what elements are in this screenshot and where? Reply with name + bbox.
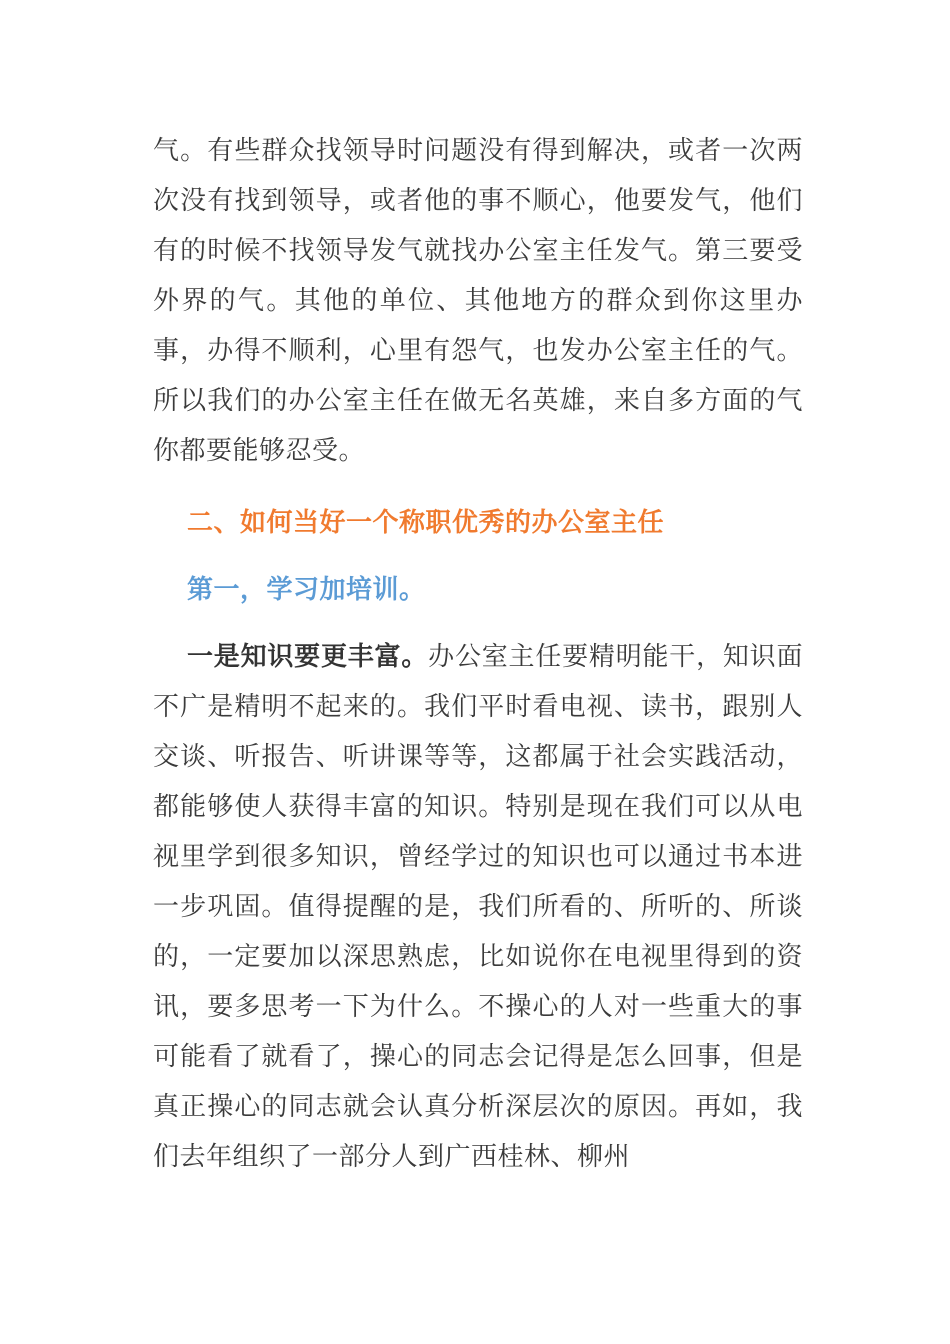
document-body <box>153 126 803 1182</box>
subsection-heading: 第一，学习加培训。 <box>187 575 426 605</box>
section-heading: 二、如何当好一个称职优秀的办公室主任 <box>187 508 665 538</box>
paragraph-text: 办公室主任要精明能干，知识面不广是精明不起来的。我们平时看电视、读书，跟别人交谈、听报告、听讲课等等，这都属于社会实践活动，都能够使人获得丰富的知识。特别是现在我们可以从电视里学到很多知识，曾经学过的知识也可以通过书本进一步巩固。值得提醒的是，我们所看的、所听的、所谈的，一定要加以深思熟虑，比如说你在电视里得到的资讯，要多思考一下为什么。不操心的人对一些重大的事可能看了就看了，操心的同志会记得是怎么回事，但是真正操心的同志就会认真分析深层次的原因。再如，我们去年组织了一部分人到广西桂林、柳州 <box>153 642 803 1172</box>
body-paragraph <box>153 632 803 1182</box>
body-paragraph: 气。有些群众找领导时问题没有得到解决，或者一次两次没有找到领导，或者他的事不顺心，他要发气，他们有的时候不找领导发气就找办公室主任发气。第三要受外界的气。其他的单位、其他地方的群众到你这里办事，办得不顺利，心里有怨气，也发办公室主任的气。所以我们的办公室主任在做无名英雄，来自多方面的气你都要能够忍受。 <box>153 136 803 466</box>
paragraph-lead-text: 一是知识要更丰富。 <box>187 642 429 672</box>
